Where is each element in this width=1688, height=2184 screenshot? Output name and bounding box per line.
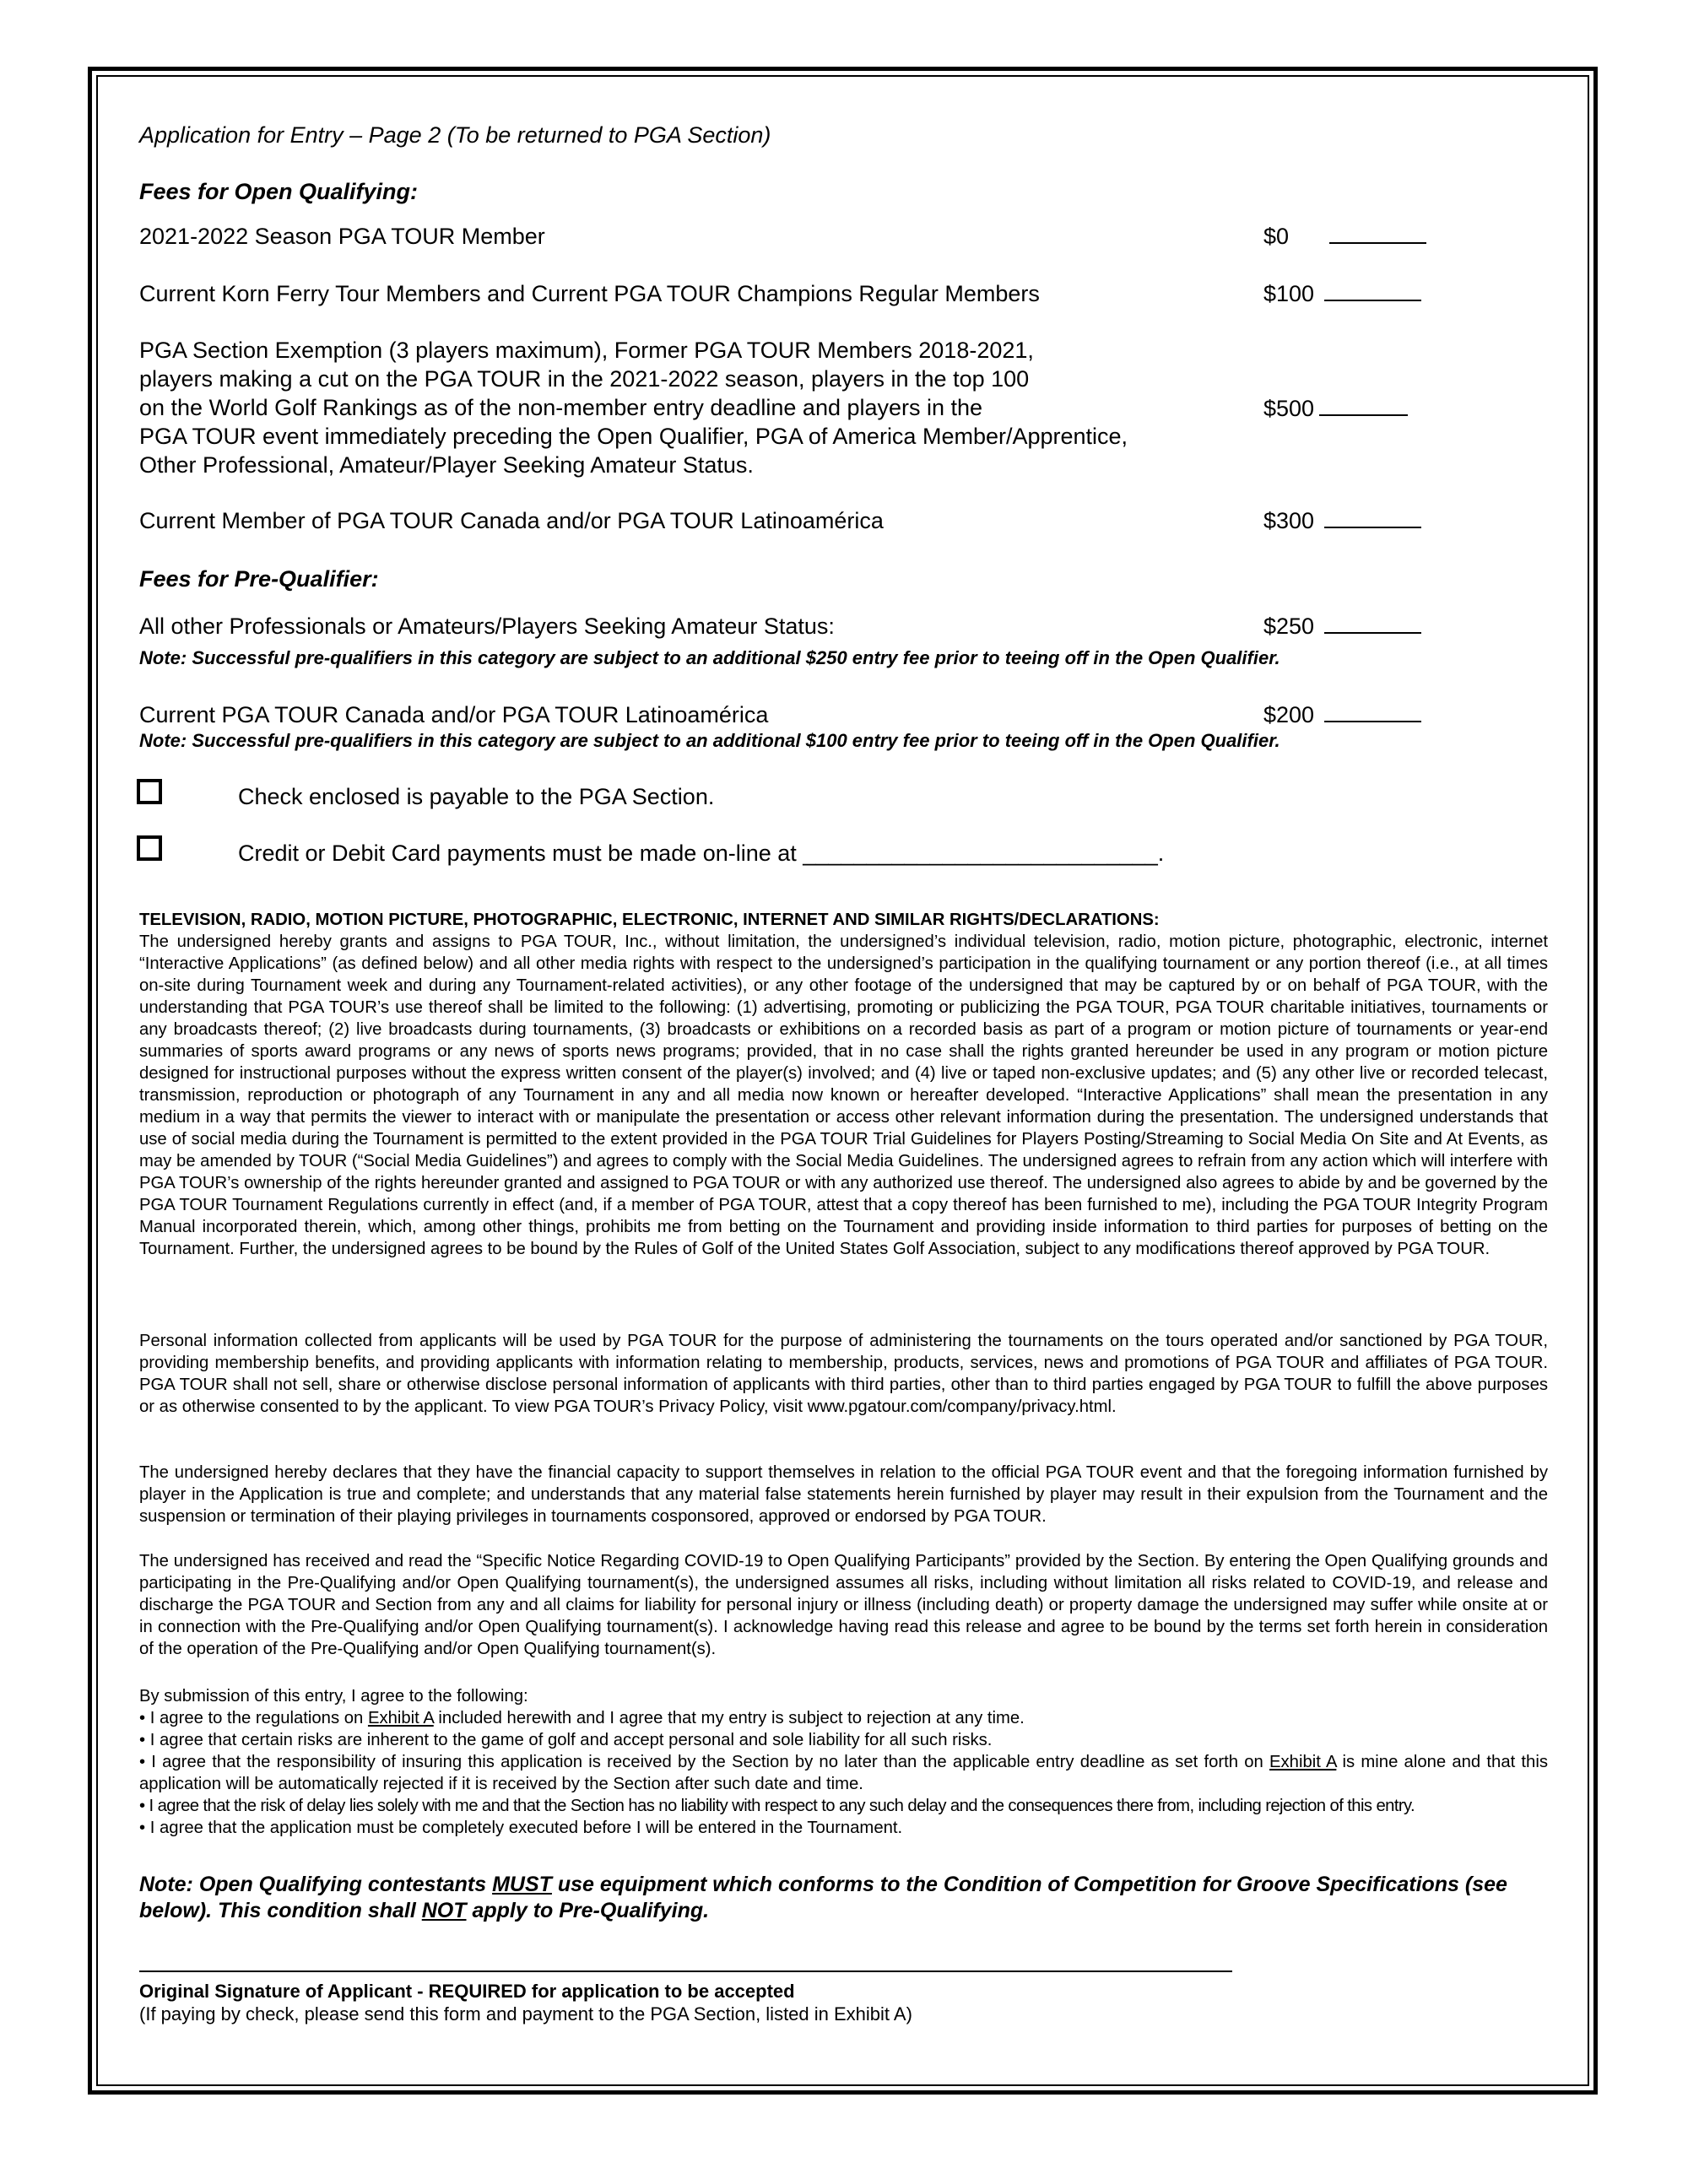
fee-amount: $300 xyxy=(1263,508,1421,534)
fee-label: Current Korn Ferry Tour Members and Current PGA TOUR Champions Regular Members xyxy=(139,281,1040,306)
fee-label: 2021-2022 Season PGA TOUR Member xyxy=(139,224,545,249)
fee-amount: $200 xyxy=(1263,702,1421,728)
fee-label: Current Member of PGA TOUR Canada and/or PGA TOUR Latinoamérica xyxy=(139,508,884,533)
signature-label: Original Signature of Applicant - REQUIRED for application to be accepted xyxy=(139,1981,795,2002)
fee-line: players making a cut on the PGA TOUR in the 2021-2022 season, players in the top 100 xyxy=(139,366,1030,392)
agreement-bullet: • I agree that certain risks are inherent to the game of golf and accept personal and sole liability for all such risks. xyxy=(139,1731,993,1749)
amount-blank[interactable] xyxy=(1324,614,1421,634)
fee-amount: $100 xyxy=(1263,281,1421,307)
rights-heading: TELEVISION, RADIO, MOTION PICTURE, PHOTOGRAPHIC, ELECTRONIC, INTERNET AND SIMILAR RIGHTS/DECLARATIONS: xyxy=(139,911,1160,929)
amount-blank[interactable] xyxy=(1324,508,1421,528)
fee-note: Note: Successful pre-qualifiers in this category are subject to an additional $250 entry fee prior to teeing off in the Open Qualifier. xyxy=(139,647,1280,668)
exhibit-a-link[interactable]: Exhibit A xyxy=(367,1709,434,1727)
submission-intro: By submission of this entry, I agree to the following: xyxy=(139,1687,528,1706)
rights-section xyxy=(139,909,1548,1260)
signature-line[interactable] xyxy=(139,1970,1232,1972)
fee-note: Note: Successful pre-qualifiers in this category are subject to an additional $100 entry fee prior to teeing off in the Open Qualifier. xyxy=(139,730,1280,751)
check-payment-label: Check enclosed is payable to the PGA Section. xyxy=(238,784,715,809)
fee-amount: $250 xyxy=(1263,614,1421,640)
agreement-bullet: • I agree to the regulations on Exhibit A included herewith and I agree that my entry is subject to rejection at any time. xyxy=(139,1709,1025,1727)
fee-line: Other Professional, Amateur/Player Seeking Amateur Status. xyxy=(139,452,754,478)
open-fees-heading: Fees for Open Qualifying: xyxy=(139,179,419,204)
card-payment-label: Credit or Debit Card payments must be made on-line at ____________________________. xyxy=(238,841,1165,866)
amount-blank[interactable] xyxy=(1329,224,1426,244)
agreement-bullet: • I agree that the application must be completely executed before I will be entered in the Tournament. xyxy=(139,1819,903,1837)
amount-blank[interactable] xyxy=(1319,396,1408,416)
declaration-paragraph: The undersigned hereby declares that they have the financial capacity to support themselves in relation to the official PGA TOUR event and that the foregoing information furnished by player in the Application is true and complete; and understands that any material false statements herein furnished by player may result in their expulsion from the Tournament and the suspension or termination of their playing privileges in tournaments cosponsored, approved or endorsed by PGA TOUR. xyxy=(139,1463,1548,1526)
rights-body: The undersigned hereby grants and assigns to PGA TOUR, Inc., without limitation, the undersigned’s individual television, radio, motion picture, photographic, electronic, internet “Interactive Applications” (as defined below) and all other media rights with respect to the undersigned’s participation in the qualifying tournament or any portion thereof (i.e., at all times on-site during Tournament week and during any Tournament-related activities), or any other footage of the undersigned that may be captured by or on behalf of PGA TOUR, with the understanding that PGA TOUR’s use thereof shall be limited to the following: (1) advertising, promoting or publicizing the PGA TOUR, PGA TOUR charitable initiatives, tournaments or any broadcasts thereof; (2) live broadcasts during tournaments, (3) broadcasts or exhibitions on a recorded basis as part of a program or motion picture of tournaments or year-end summaries of sports award programs or any news of sports news programs; provided, that in no case shall the rights granted hereunder be used in any program or motion picture designed for instructional purposes without the express written consent of the player(s) involved; and (4) live or taped non-exclusive updates; and (5) any other live or recorded telecast, transmission, reproduction or photograph of any Tournament in any and all media now known or hereafter developed. “Interactive Applications” shall mean the presentation in any medium in a way that permits the viewer to interact with or manipulate the presentation or access other relevant information during the presentation. The undersigned understands that use of social media during the Tournament is permitted to the extent provided in the PGA TOUR Trial Guidelines for Players Posting/Streaming to Social Media On Site and At Events, as may be amended by TOUR (“Social Media Guidelines”) and agrees to comply with the Social Media Guidelines. The undersigned agrees to refrain from any action which will interfere with PGA TOUR’s ownership of the rights hereunder granted and assigned to PGA TOUR or with any authorized use thereof. The undersigned also agrees to abide by and be governed by the PGA TOUR Tournament Regulations currently in effect (and, if a member of PGA TOUR, attest that a copy thereof has been furnished to me), including the PGA TOUR Integrity Program Manual incorporated therein, which, among other things, prohibits me from betting on the Tournament and providing inside information to third parties for purposes of betting on the Tournament. Further, the undersigned agrees to be bound by the Rules of Golf of the United States Golf Association, subject to any modifications thereof approved by PGA TOUR. xyxy=(139,933,1548,1258)
fee-label: Current PGA TOUR Canada and/or PGA TOUR Latinoamérica xyxy=(139,702,769,727)
agreement-bullet: • I agree that the responsibility of insuring this application is received by the Section by no later than the applicable entry deadline as set forth on Exhibit A is mine alone and that this application will be automatically rejected if it is received by the Section after such date and time. xyxy=(139,1753,1548,1793)
fee-amount: $500 xyxy=(1263,396,1408,422)
fee-label: All other Professionals or Amateurs/Players Seeking Amateur Status: xyxy=(139,614,835,639)
page-title: Application for Entry – Page 2 (To be returned to PGA Section) xyxy=(139,122,771,148)
fee-amount: $0 xyxy=(1263,224,1426,250)
fee-line: PGA TOUR event immediately preceding the Open Qualifier, PGA of America Member/Apprentice, xyxy=(139,424,1128,449)
signature-subtext: (If paying by check, please send this form and payment to the PGA Section, listed in Exhibit A) xyxy=(139,2003,912,2025)
fee-line: PGA Section Exemption (3 players maximum), Former PGA TOUR Members 2018-2021, xyxy=(139,338,1034,363)
amount-blank[interactable] xyxy=(1324,702,1421,722)
submission-agreement xyxy=(139,1685,1548,1839)
covid-paragraph: The undersigned has received and read the “Specific Notice Regarding COVID-19 to Open Qualifying Participants” provided by the Section. By entering the Open Qualifying grounds and participating in the Pre-Qualifying and/or Open Qualifying tournament(s), the undersigned assumes all risks, including without limitation all risks related to COVID-19, and release and discharge the PGA TOUR and Section from any and all claims for liability for personal injury or illness (including death) or property damage the undersigned may suffer while onsite at or in connection with the Pre-Qualifying and/or Open Qualifying tournament(s). I acknowledge having read this release and agree to be bound by the terms set forth herein in consideration of the operation of the Pre-Qualifying and/or Open Qualifying tournament(s). xyxy=(139,1552,1548,1658)
fee-line: on the World Golf Rankings as of the non-member entry deadline and players in the xyxy=(139,395,983,420)
amount-blank[interactable] xyxy=(1324,281,1421,301)
privacy-paragraph: Personal information collected from applicants will be used by PGA TOUR for the purpose of administering the tournaments on the tours operated and/or sanctioned by PGA TOUR, providing membership benefits, and providing applicants with information relating to membership, products, services, news and promotions of PGA TOUR and affiliates of PGA TOUR. PGA TOUR shall not sell, share or otherwise disclose personal information of applicants with third parties, other than to third parties engaged by PGA TOUR to fulfill the above purposes or as otherwise consented to by the applicant. To view PGA TOUR’s Privacy Policy, visit www.pgatour.com/company/privacy.html. xyxy=(139,1332,1548,1416)
fee-label-multiline xyxy=(139,336,1128,479)
check-payment-checkbox[interactable] xyxy=(137,779,162,804)
card-payment-checkbox[interactable] xyxy=(137,835,162,861)
groove-note: Note: Open Qualifying contestants MUST use equipment which conforms to the Condition of Competition for Groove Specifications (see below). This condition shall NOT apply to Pre-Qualifying. xyxy=(139,1873,1507,1922)
agreement-bullet: • I agree that the risk of delay lies solely with me and that the Section has no liability with respect to any such delay and the consequences there from, including rejection of this entry. xyxy=(139,1797,1415,1815)
pre-fees-heading: Fees for Pre-Qualifier: xyxy=(139,566,379,592)
exhibit-a-link[interactable]: Exhibit A xyxy=(1269,1753,1337,1771)
